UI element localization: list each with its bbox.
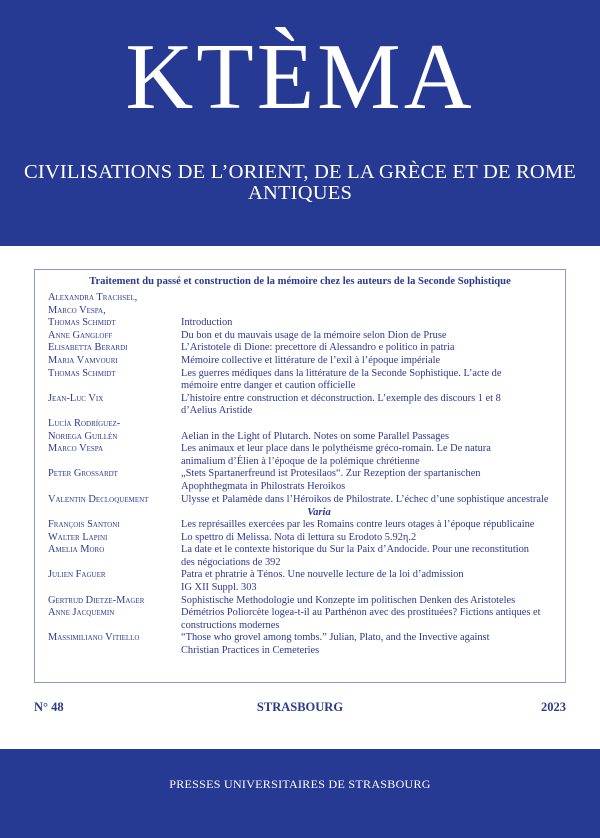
toc-entry: [48, 632, 560, 657]
toc-entry: [48, 418, 560, 431]
toc-entry: [48, 519, 560, 532]
toc-entry: [48, 569, 560, 594]
toc-entry: [48, 305, 560, 318]
journal-title: KTÈMA: [125, 25, 475, 129]
entry-author: Marco Vespa: [48, 443, 104, 455]
entry-title-line: animalium d’Élien à l’époque de la polémique chrétienne: [181, 455, 420, 467]
entry-title: [181, 443, 560, 468]
entry-title-line: Démétrios Poliorcète logea-t-il au Parthénon avec des prostituées? Fictions antiques et: [181, 607, 541, 619]
entry-title: Introduction: [181, 317, 233, 329]
entry-title: [181, 393, 560, 418]
toc-entry: [48, 292, 560, 305]
entry-title-line: IG XII Suppl. 303: [181, 582, 257, 594]
toc-entry: [48, 342, 560, 355]
publisher-name: PRESSES UNIVERSITAIRES DE STRASBOURG: [169, 777, 431, 791]
entry-author: Peter Grossardt: [48, 468, 118, 480]
entry-title-line: L’histoire entre construction et déconstruction. L’exemple des discours 1 et 8: [181, 392, 501, 404]
entry-title: Ulysse et Palamède dans l’Héroikos de Philostrate. L’échec d’une sophistique ancestrale: [181, 493, 549, 505]
entry-author: Elisabetta Berardi: [48, 342, 128, 354]
toc-heading: Traitement du passé et construction de la mémoire chez les auteurs de la Seconde Sophistique: [89, 276, 511, 287]
toc-entry: [48, 330, 560, 343]
toc-entry: [48, 355, 560, 368]
entry-title-line: La date et le contexte historique du Sur la Paix d’Andocide. Pour une reconstitution: [181, 544, 529, 556]
entry-title-line: Christian Practices in Cemeteries: [181, 645, 320, 657]
toc-entry: [48, 317, 560, 330]
toc-entry: [48, 443, 560, 468]
toc-entry: [48, 544, 560, 569]
entry-title-line: Les animaux et leur place dans le polythéisme gréco-romain. Le De natura: [181, 443, 491, 455]
journal-subtitle: CIVILISATIONS DE L’ORIENT, DE LA GRÈCE ET DE ROME ANTIQUES: [23, 161, 577, 204]
entry-author: Amelia Moro: [48, 544, 105, 556]
toc-entry: [48, 607, 560, 632]
entry-title: [181, 305, 560, 318]
entry-title: Les représailles exercées par les Romains contre leurs otages à l’époque républicaine: [181, 519, 535, 531]
entry-title: [181, 569, 560, 594]
entry-title: [181, 607, 560, 632]
entry-title: Lo spettro di Melissa. Nota di lettura su Erodoto 5.92η.2: [181, 531, 417, 543]
publication-city: STRASBOURG: [256, 700, 344, 714]
entry-author: Lucía Rodríguez-: [48, 417, 121, 429]
entry-title-line: mémoire entre danger et caution officielle: [181, 380, 356, 392]
entry-title-line: constructions modernes: [181, 619, 280, 631]
entry-author: Noriega Guillén: [48, 430, 118, 442]
entry-title-line: “Those who grovel among tombs.” Julian, Plato, and the Invective against: [181, 632, 490, 644]
issue-number: N° 48: [34, 700, 64, 714]
entry-title: [181, 632, 560, 657]
entry-title: [181, 468, 560, 493]
entry-author: Walter Lapini: [48, 531, 108, 543]
entry-author: Jean-Luc Vix: [48, 392, 104, 404]
entry-title-line: d’Aelius Aristide: [181, 405, 253, 417]
entry-title: [181, 544, 560, 569]
entry-author: Maria Vamvouri: [48, 354, 118, 366]
entry-author: Anne Gangloff: [48, 329, 113, 341]
entry-title: [181, 418, 560, 431]
entry-author: Marco Vespa,: [48, 304, 106, 316]
toc-entries: [48, 292, 560, 658]
entry-author: Anne Jacquemin: [48, 607, 115, 619]
entry-author: Thomas Schmidt: [48, 317, 116, 329]
entry-title: [181, 368, 560, 393]
entry-title: [181, 292, 560, 305]
entry-title-line: des négociations de 392: [181, 556, 281, 568]
entry-title-line: Apophthegmata in Philostrats Heroikos: [181, 480, 346, 492]
header-band: [0, 0, 600, 246]
entry-author: François Santoni: [48, 519, 120, 531]
entry-author: Massimiliano Vitiello: [48, 632, 140, 644]
toc-entry: [48, 431, 560, 444]
toc-entry: [48, 393, 560, 418]
entry-author: Julien Faguer: [48, 569, 106, 581]
entry-author: Valentin Decloquement: [48, 493, 149, 505]
entry-author: Thomas Schmidt: [48, 367, 116, 379]
varia-heading: Varia: [307, 507, 331, 519]
entry-title: L’Aristotele di Dione: precettore di Alessandro e politico in patria: [181, 342, 455, 354]
entry-title-line: Les guerres médiques dans la littérature de la Seconde Sophistique. L’acte de: [181, 367, 502, 379]
toc-entry: [48, 368, 560, 393]
toc-entry: [48, 494, 560, 507]
entry-title-line: „Stets Spartanerfreund ist Protesilaos“. Zur Rezeption der spartanischen: [181, 468, 481, 480]
publication-year: 2023: [541, 700, 566, 714]
entry-author: Gertrud Dietze-Mager: [48, 594, 145, 606]
toc-entry: [48, 468, 560, 493]
entry-title: Aelian in the Light of Plutarch. Notes on some Parallel Passages: [181, 430, 450, 442]
entry-title: Mémoire collective et littérature de l’exil à l’époque impériale: [181, 354, 441, 366]
entry-title: Du bon et du mauvais usage de la mémoire selon Dion de Pruse: [181, 329, 447, 341]
toc-entry: [48, 595, 560, 608]
entry-title-line: Patra et phratrie à Ténos. Une nouvelle lecture de la loi d’admission: [181, 569, 464, 581]
entry-title: Sophistische Methodologie und Konzepte im politischen Denken des Aristoteles: [181, 594, 516, 606]
publisher-band: [0, 749, 600, 838]
entry-author: Alexandra Trachsel,: [48, 292, 138, 303]
toc-entry: [48, 532, 560, 545]
